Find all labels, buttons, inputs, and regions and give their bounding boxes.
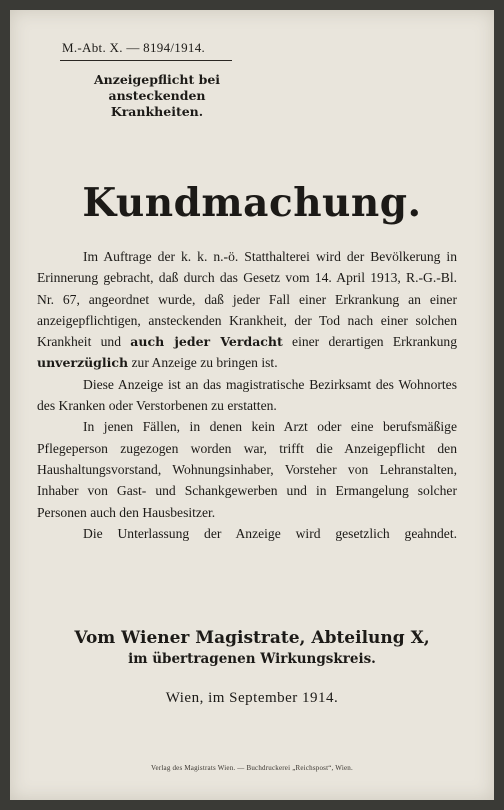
reference-number: M.-Abt. X. — 8194/1914. [62, 40, 206, 55]
place-and-date: Wien, im September 1914. [165, 690, 339, 706]
subject-line-2: ansteckenden Krankheiten. [108, 88, 206, 119]
paragraph-2: Diese Anzeige ist an das magistratische Bezirksamt des Wohnortes des Kranken oder Verstorbenen zu erstatten. [37, 376, 457, 414]
subject-line-1: Anzeigepflicht bei [93, 72, 221, 87]
subject-heading [64, 72, 250, 120]
signature-capacity: im übertragenen Wirkungskreis. [128, 651, 376, 667]
reference-underline [60, 60, 232, 61]
emphasis-verdacht: auch jeder Verdacht [130, 334, 283, 350]
signature-authority: Vom Wiener Magistrate, Abteilung X, [74, 628, 430, 648]
document-sheet [10, 10, 494, 800]
document-body [37, 246, 457, 544]
paragraph-1-text-a: Im Auftrage der k. k. n.-ö. Statthalterei wird der Bevölkerung in Erinnerung gebracht, daß durch das Gesetz vom 14. April 1913, R.-G.-Bl. Nr. 67, angeordnet wurde, daß jeder Fall einer Erkrankung an einer anzeigepflichtigen, ansteckenden Krankheit, der Tod nach einer solchen Krankheit und [37, 249, 457, 350]
paragraph-4: Die Unterlassung der Anzeige wird gesetzlich geahndet. [83, 525, 457, 541]
paragraph-1-text-b: einer derartigen Erkrankung [282, 334, 457, 350]
emphasis-unverzueglich: unverzüglich [37, 355, 129, 371]
paragraph-1-text-c: zur Anzeige zu bringen ist. [128, 355, 278, 371]
paragraph-1 [37, 246, 457, 374]
paragraph-3: In jenen Fällen, in denen kein Arzt oder eine berufsmäßige Pflegeperson zugezogen worden war, trifft die Anzeigepflicht den Haushaltungsvorstand, Wohnungsinhaber, Vorsteher von Lehranstalten, Inhaber von Gast- und Schankgewerben und in Ermangelung solcher Personen auch den Hausbesitzer. [37, 419, 457, 520]
printer-imprint: Verlag des Magistrats Wien. — Buchdruckerei „Reichspost“, Wien. [151, 764, 353, 772]
document-title: Kundmachung. [82, 180, 422, 226]
